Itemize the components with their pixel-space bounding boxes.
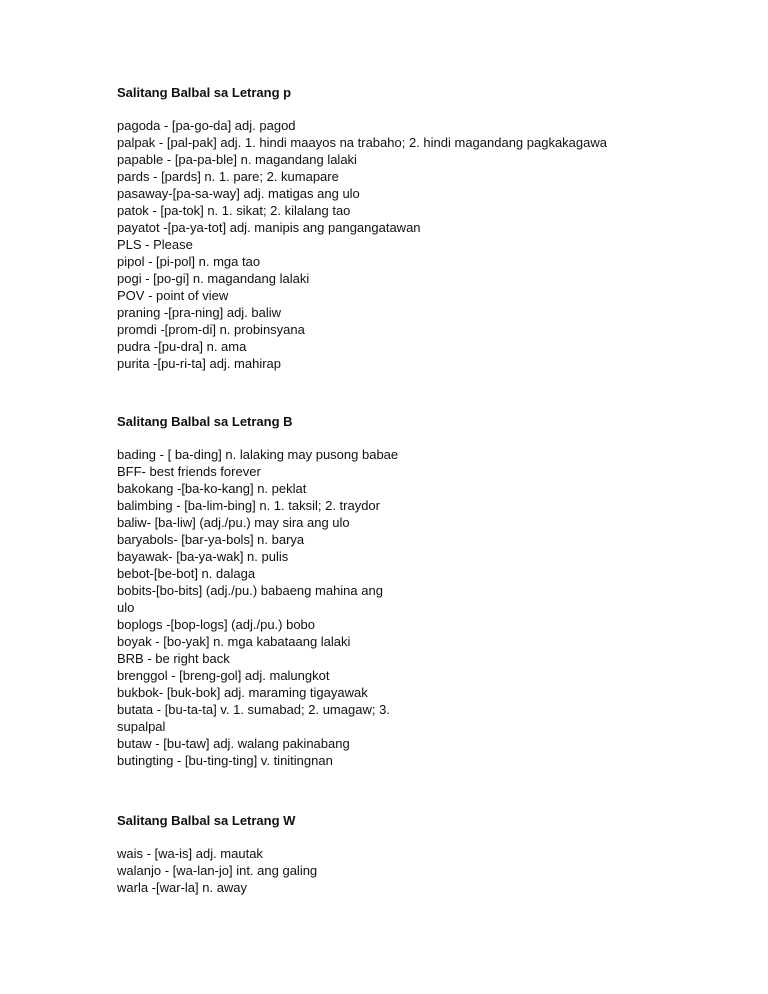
entry: walanjo - [wa-lan-jo] int. ang galing — [117, 863, 318, 878]
entry: warla -[war-la] n. away — [117, 880, 248, 895]
entry: baryabols- [bar-ya-bols] n. barya — [117, 532, 305, 547]
section-heading: Salitang Balbal sa Letrang W — [117, 813, 296, 828]
entry: payatot -[pa-ya-tot] adj. manipis ang pangangatawan — [117, 220, 421, 235]
entry: POV - point of view — [117, 288, 229, 303]
entry: BFF- best friends forever — [117, 464, 261, 479]
entry: brenggol - [breng-gol] adj. malungkot — [117, 668, 330, 683]
entry: pards - [pards] n. 1. pare; 2. kumapare — [117, 169, 339, 184]
entry: bobits-[bo-bits] (adj./pu.) babaeng mahina ang — [117, 583, 383, 598]
entry: praning -[pra-ning] adj. baliw — [117, 305, 282, 320]
entry: wais - [wa-is] adj. mautak — [117, 846, 263, 861]
entry: patok - [pa-tok] n. 1. sikat; 2. kilalang tao — [117, 203, 351, 218]
entry-list — [117, 845, 317, 896]
entry: butata - [bu-ta-ta] v. 1. sumabad; 2. umagaw; 3. — [117, 702, 390, 717]
entry: pogi - [po-gi] n. magandang lalaki — [117, 271, 310, 286]
entry: BRB - be right back — [117, 651, 230, 666]
entry: supalpal — [117, 719, 166, 734]
entry: purita -[pu-ri-ta] adj. mahirap — [117, 356, 282, 371]
entry: butingting - [bu-ting-ting] v. tinitingnan — [117, 753, 333, 768]
entry: papable - [pa-pa-ble] n. magandang lalaki — [117, 152, 357, 167]
entry: bebot-[be-bot] n. dalaga — [117, 566, 256, 581]
entry: pipol - [pi-pol] n. mga tao — [117, 254, 261, 269]
section-letter-b — [117, 413, 398, 769]
entry: bakokang -[ba-ko-kang] n. peklat — [117, 481, 307, 496]
entry: balimbing - [ba-lim-bing] n. 1. taksil; 2. traydor — [117, 498, 380, 513]
section-letter-p — [117, 84, 607, 372]
entry: baliw- [ba-liw] (adj./pu.) may sira ang ulo — [117, 515, 350, 530]
entry: ulo — [117, 600, 135, 615]
entry: PLS - Please — [117, 237, 193, 252]
entry: butaw - [bu-taw] adj. walang pakinabang — [117, 736, 350, 751]
entry: boyak - [bo-yak] n. mga kabataang lalaki — [117, 634, 351, 649]
entry: bading - [ ba-ding] n. lalaking may pusong babae — [117, 447, 399, 462]
entry: pasaway-[pa-sa-way] adj. matigas ang ulo — [117, 186, 360, 201]
entry-list — [117, 117, 607, 372]
section-letter-w — [117, 812, 317, 896]
entry: palpak - [pal-pak] adj. 1. hindi maayos na trabaho; 2. hindi magandang pagkakagawa — [117, 135, 607, 150]
entry: boplogs -[bop-logs] (adj./pu.) bobo — [117, 617, 316, 632]
entry: promdi -[prom-di] n. probinsyana — [117, 322, 305, 337]
entry: bukbok- [buk-bok] adj. maraming tigayawak — [117, 685, 368, 700]
entry-list — [117, 446, 398, 769]
entry: pudra -[pu-dra] n. ama — [117, 339, 247, 354]
entry: bayawak- [ba-ya-wak] n. pulis — [117, 549, 289, 564]
entry: pagoda - [pa-go-da] adj. pagod — [117, 118, 296, 133]
section-heading: Salitang Balbal sa Letrang p — [117, 85, 292, 100]
section-heading: Salitang Balbal sa Letrang B — [117, 414, 293, 429]
